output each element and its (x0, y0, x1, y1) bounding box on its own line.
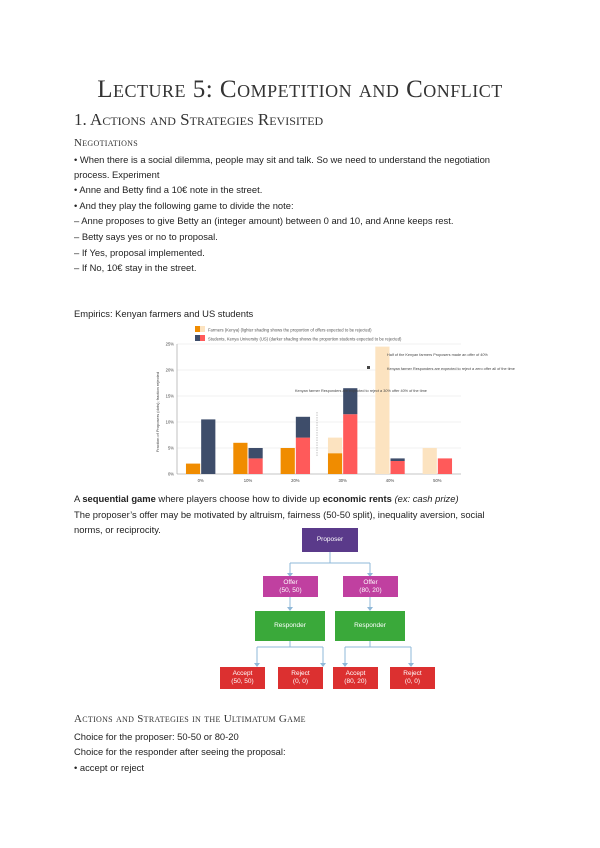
y-tick-label: 5% (167, 445, 174, 451)
annotation-text: Kenyan farmer Responders are expected to reject a 30% offer 40% of the time (295, 389, 427, 393)
bar-students (296, 438, 310, 474)
bar-farmers (375, 347, 389, 474)
subheading-ultimatum: Actions and Strategies in the Ultimatum Game (74, 713, 306, 725)
x-tick-label: 30% (338, 478, 347, 483)
seq-middle: where players choose how to divide up (155, 493, 323, 504)
offer-value: (50, 50) (279, 586, 302, 594)
outcome-value: (0, 0) (404, 678, 421, 685)
empirics-label: Empirics: Kenyan farmers and US students (74, 308, 254, 319)
section-heading: 1. Actions and Strategies Revisited (74, 110, 324, 129)
bar-farmers (186, 464, 200, 474)
offer-node-right (343, 576, 398, 597)
responder-label: Responder (354, 622, 386, 629)
annotation-text: Kenyan farmer Responders are expected to reject a zero offer all of the time (387, 367, 515, 371)
chart-legend (195, 326, 402, 342)
sequential-game-line (74, 491, 534, 506)
bar-students (296, 417, 310, 438)
y-tick-label: 20% (165, 367, 174, 373)
bar-students (249, 458, 263, 474)
annotation-marker (367, 366, 370, 369)
bar-students (391, 458, 405, 461)
outcome-label: Accept (345, 670, 366, 677)
bullet-line: – Anne proposes to give Betty an (integer amount) between 0 and 10, and Anne keeps rest. (74, 215, 454, 226)
legend-label: Farmers (Kenya) (lighter shading shows the proportion of offers expected to be rejected) (208, 327, 372, 333)
bar-farmers (281, 448, 295, 474)
legend-swatch (200, 326, 205, 332)
bar-students (438, 458, 452, 474)
bullet-line: • When there is a social dilemma, people may sit and talk. So we need to understand the negotiation (74, 154, 491, 165)
chart-bars (186, 347, 452, 474)
seq-prefix: A (74, 493, 83, 504)
outcome-value: (50, 50) (231, 678, 254, 685)
seq-term: sequential game (82, 493, 156, 504)
outcome-value: (0, 0) (292, 678, 309, 685)
x-tick-label: 0% (197, 478, 204, 483)
rents-term: economic rents (322, 493, 392, 504)
choice-line: • accept or reject (74, 762, 144, 773)
annotation-text: Half of the Kenyan farmers Proposers made an offer of 40% (387, 353, 488, 357)
bullet-line: – If No, 10€ stay in the street. (74, 262, 197, 273)
choice-line: Choice for the proposer: 50-50 or 80-20 (74, 731, 239, 742)
proposer-node (302, 528, 358, 552)
bullet-line: process. Experiment (74, 169, 160, 180)
outcome-node (220, 667, 265, 689)
motivation-line: norms, or reciprocity. (74, 524, 161, 535)
legend-swatch (195, 326, 200, 332)
bar-farmers (328, 453, 342, 474)
motivation-line: The proposer’s offer may be motivated by altruism, fairness (50-50 split), inequality aversion, social (74, 509, 485, 520)
y-tick-label: 15% (165, 393, 174, 399)
bar-students (391, 461, 405, 474)
responder-node-left (255, 611, 325, 641)
outcome-node (333, 667, 378, 689)
bullet-line: • And they play the following game to divide the note: (74, 200, 294, 211)
seq-example: (ex: cash prize) (391, 493, 459, 504)
y-tick-label: 10% (165, 419, 174, 425)
bar-students (201, 419, 215, 474)
outcome-label: Reject (403, 670, 422, 677)
x-tick-label: 20% (291, 478, 300, 483)
y-axis-label: Fraction of Proposers (dots); fraction rejected (155, 371, 160, 453)
bullet-line: – Betty says yes or no to proposal. (74, 231, 218, 242)
x-tick-label: 40% (385, 478, 395, 483)
y-tick-label: 25% (165, 341, 174, 347)
bar-farmers (233, 443, 247, 474)
bar-students (343, 414, 357, 474)
legend-swatch (200, 335, 205, 341)
bar-farmers (423, 448, 437, 474)
legend-swatch (195, 335, 200, 341)
legend-label: Students, Kenya University (US) (darker shading shows the proportion students expected to be rejected) (208, 336, 402, 342)
offer-label: Offer (283, 578, 298, 586)
responder-node-right (335, 611, 405, 641)
outcome-node (390, 667, 435, 689)
rejection-bar-chart (155, 322, 515, 488)
x-tick-label: 10% (243, 478, 253, 483)
outcome-label: Accept (232, 670, 253, 677)
proposer-label: Proposer (316, 536, 344, 543)
offer-label: Offer (363, 578, 378, 586)
offer-value: (80, 20) (359, 586, 382, 594)
y-tick-label: 0% (167, 471, 174, 477)
bar-students (249, 448, 263, 458)
bar-farmers (328, 438, 342, 454)
subheading-negotiations: Negotiations (74, 137, 138, 149)
bullet-line: • Anne and Betty find a 10€ note in the street. (74, 184, 263, 195)
bullet-line: – If Yes, proposal implemented. (74, 247, 205, 258)
outcome-label: Reject (291, 670, 310, 677)
outcome-value: (80, 20) (344, 678, 367, 685)
x-tick-label: 50% (433, 478, 442, 483)
outcome-node (278, 667, 323, 689)
offer-node-left (263, 576, 318, 597)
page-title: Lecture 5: Competition and Conflict (97, 76, 503, 103)
responder-label: Responder (274, 622, 306, 629)
choice-line: Choice for the responder after seeing the proposal: (74, 746, 286, 757)
